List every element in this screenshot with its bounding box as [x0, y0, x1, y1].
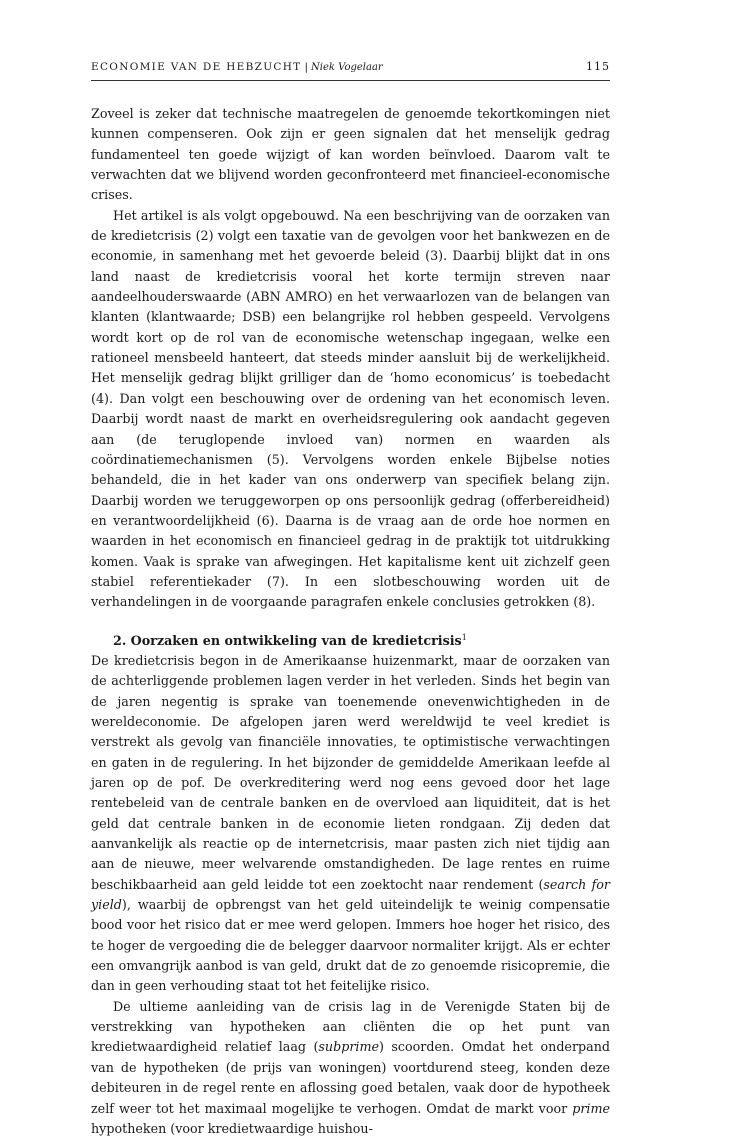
paragraph-2: Het artikel is als volgt opgebouwd. Na een beschrijving van de oorzaken van de kredietcrisis (2) volgt een taxatie van de gevolgen voor het bankwezen en de economie, in samenhang met het gevoerde beleid (3). Daarbij blijkt dat in ons land naast de kredietcrisis vooral het korte termijn streven naar aandeelhouderswaarde (ABN AMRO) en het verwaarlozen van de belangen van klanten (klantwaarde; DSB) een belangrijke rol hebben gespeeld. Vervolgens wordt kort op de rol van de economische wetenschap ingegaan, welke een rationeel mensbeeld hanteert, dat steeds minder aansluit bij de werkelijkheid. Het menselijk gedrag blijkt grilliger dan de ‘homo economicus’ is toebedacht (4). Dan volgt een beschouwing over de ordening van het economisch leven. Daarbij wordt naast de markt en overheidsregulering ook aandacht gegeven aan (de teruglopende invloed van) normen en waarden als coördinatiemechanismen (5). Vervolgens worden enkele Bijbelse noties behandeld, die in het kader van ons onderwerp van specifiek belang zijn. Daarbij worden we teruggeworpen op ons persoonlijk gedrag (offerbereidheid) en verantwoordelijkheid (6). Daarna is de vraag aan de orde hoe normen en waarden in het economisch en financieel gedrag in de praktijk tot uitdrukking komen. Vaak is sprake van afwegingen. Het kapitalisme kent uit zichzelf geen stabiel referentiekader (7). In een slotbeschouwing worden uit de verhandelingen in de voorgaande paragrafen enkele conclusies getrokken (8).: [91, 207, 610, 610]
paragraph-4-italic-subprime: subprime: [318, 1039, 379, 1055]
section-heading-text: 2. Oorzaken en ontwikkeling van de kredietcrisis: [113, 632, 462, 648]
header-separator: |: [304, 61, 309, 73]
footnote-marker: 1: [461, 632, 467, 642]
paragraph-4-text-a: De ultieme aanleiding van de crisis lag in de Verenigde Staten bij de verstrekking van hypotheken aan cliënten die op het punt van kredietwaardigheid relatief laag (: [91, 998, 610, 1055]
paragraph-4-text-b: ) scoorden. Omdat het onderpand van de hypotheken (de prijs van woningen) voortdurend steeg, konden deze debiteuren in de regel rente en aflossing goed betalen, vaak door de hypotheek zelf weer tot het maximaal mogelijke te verhogen. Omdat de markt voor: [91, 1039, 610, 1116]
journal-title: ECONOMIE VAN DE HEBZUCHT: [91, 61, 302, 73]
paragraph-3-text-b: ), waarbij de opbrengst van het geld uiteindelijk te weinig compensatie bood voor het risico dat er mee werd gelopen. Immers hoe hoger het risico, des te hoger de vergoeding die de belegger daarvoor normaliter krijgt. Als er echter een omvangrijk aanbod is van geld, drukt dat de zo genoemde risicopremie, die dan in geen verhouding staat tot het feitelijke risico.: [91, 897, 610, 994]
page-number: 115: [586, 60, 610, 73]
paragraph-3-italic: search for yield: [91, 876, 611, 913]
section-heading: [113, 631, 610, 651]
running-head-left: [91, 60, 383, 75]
paragraph-1: Zoveel is zeker dat technische maatregelen de genoemde tekortkomingen niet kunnen compenseren. Ook zijn er geen signalen dat het menselijk gedrag fundamenteel ten goede wijzigt of kan worden beïnvloed. Daarom valt te verwachten dat we blijvend worden geconfronteerd met financieel-economische crises.: [91, 106, 610, 203]
paragraph-3-text-a: De kredietcrisis begon in de Amerikaanse huizenmarkt, maar de oorzaken van de achterliggende problemen lagen verder in het verleden. Sinds het begin van de jaren negentig is sprake van toenemende onevenwichtigheden in de wereldeconomie. De afgelopen jaren werd wereldwijd te veel krediet is verstrekt als gevolg van financiële innovaties, te optimistische verwachtingen en gaten in de regulering. In het bijzonder de gemiddelde Amerikaan leefde al jaren op de pof. De overkreditering werd nog eens gevoed door het lage rentebeleid van de centrale banken en de overvloed aan liquiditeit, dat is het geld dat centrale banken in de economie lieten rondgaan. Zij deden dat aanvankelijk als reactie op de internetcrisis, maar pasten zich niet tijdig aan aan de nieuwe, meer welvarende omstandigheden. De lage rentes en ruime beschikbaarheid aan geld leidde tot een zoektocht naar rendement (: [91, 652, 610, 892]
author-name: Niek Vogelaar: [311, 62, 383, 73]
paragraph-3: [91, 651, 610, 997]
article-body: [91, 104, 610, 1139]
paragraph-4-text-c: hypotheken (voor kredietwaardige huishou-: [91, 1120, 373, 1136]
paragraph-4-italic-prime: prime: [572, 1100, 610, 1116]
running-head: [91, 60, 610, 81]
